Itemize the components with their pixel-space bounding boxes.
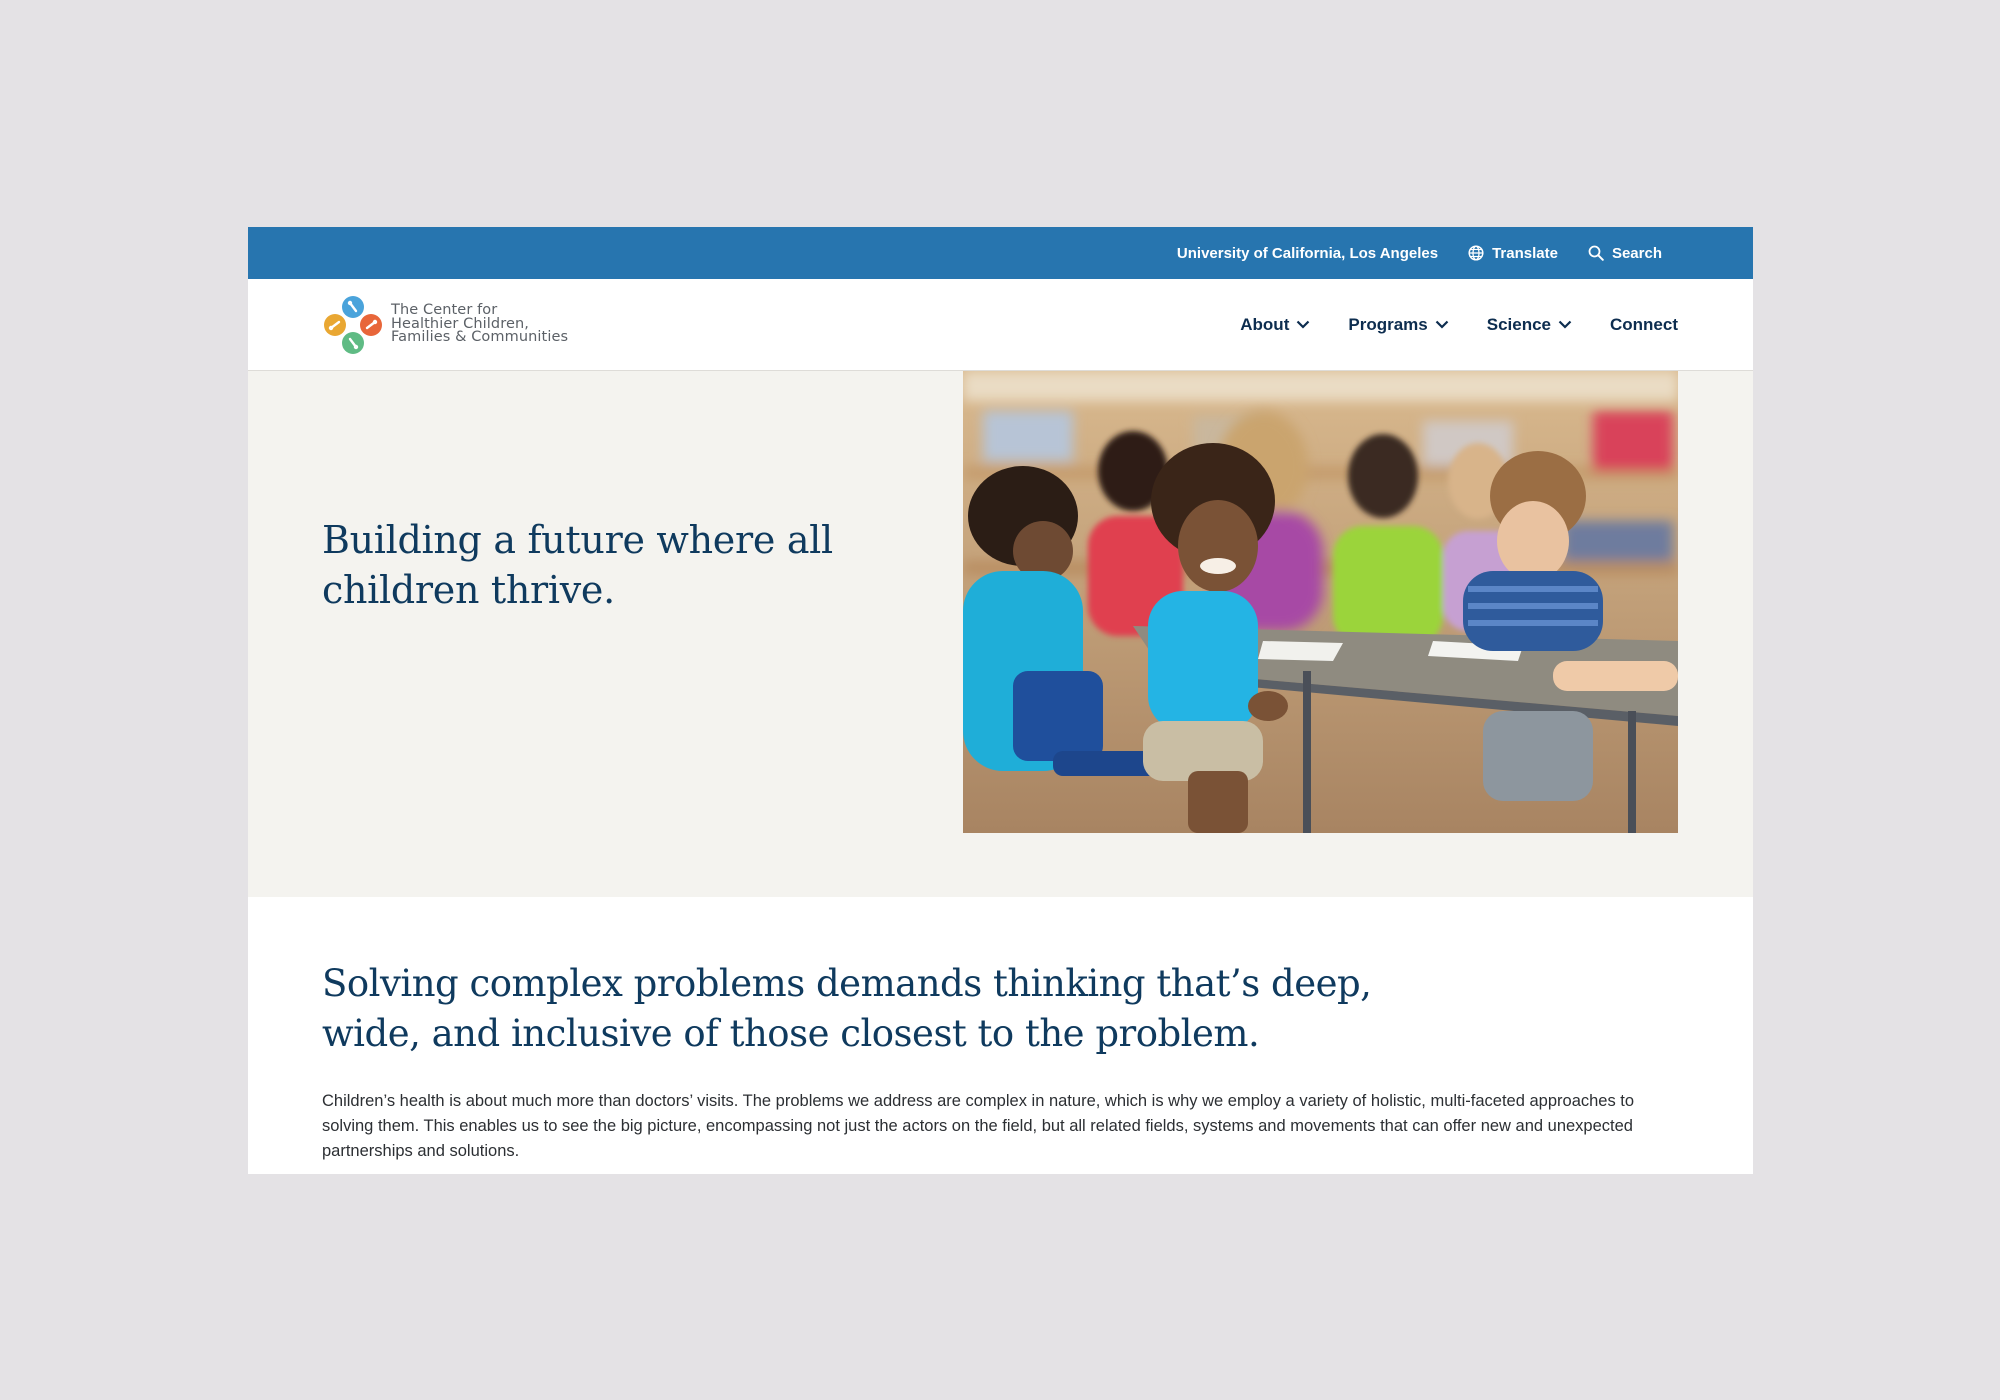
center-logo-icon: [323, 295, 383, 355]
intro-section: [248, 897, 1753, 1164]
translate-link[interactable]: [1468, 245, 1558, 262]
logo-wordmark: [391, 304, 568, 345]
primary-nav: [1202, 315, 1678, 335]
website-frame: [248, 227, 1753, 1174]
nav-item-science[interactable]: [1487, 315, 1572, 335]
search-label: Search: [1611, 244, 1662, 262]
nav-item-about[interactable]: [1240, 315, 1310, 335]
utility-bar: [248, 227, 1753, 279]
nav-label-about: About: [1240, 314, 1290, 334]
nav-label-programs: Programs: [1348, 314, 1428, 334]
intro-body: Children’s health is about much more than doctors’ visits. The problems we address are complex in nature, which is why we employ a variety of holistic, multi-faceted approaches to solving them. This enables us to see the big picture, encompassing not just the actors on the field, but all related fields, systems and movements that can offer new and unexpected partnerships and solutions.: [322, 1092, 1635, 1160]
nav-item-programs[interactable]: [1348, 315, 1448, 335]
hero-photo: [963, 371, 1678, 833]
hero-title: Building a future where all children thrive.: [322, 518, 833, 612]
chevron-down-icon: [1558, 320, 1572, 329]
nav-item-connect[interactable]: [1610, 315, 1678, 335]
globe-icon: [1468, 245, 1484, 261]
hero-section: [248, 371, 1753, 897]
logo-line-1: The Center for: [391, 302, 498, 319]
site-logo[interactable]: [323, 295, 568, 355]
logo-line-2: Healthier Children,: [391, 315, 529, 332]
logo-line-3: Families & Communities: [391, 329, 569, 346]
chevron-down-icon: [1435, 320, 1449, 329]
search-link[interactable]: [1588, 245, 1662, 262]
translate-label: Translate: [1492, 244, 1558, 262]
university-link[interactable]: [1177, 245, 1438, 262]
intro-heading: Solving complex problems demands thinking that’s deep, wide, and inclusive of those closest to the problem.: [322, 962, 1372, 1055]
main-navigation: [248, 279, 1753, 371]
nav-label-science: Science: [1486, 314, 1551, 334]
nav-label-connect: Connect: [1610, 314, 1678, 334]
search-icon: [1588, 245, 1604, 261]
university-label: University of California, Los Angeles: [1176, 244, 1439, 262]
classroom-children-photo: [963, 371, 1678, 833]
chevron-down-icon: [1296, 320, 1310, 329]
